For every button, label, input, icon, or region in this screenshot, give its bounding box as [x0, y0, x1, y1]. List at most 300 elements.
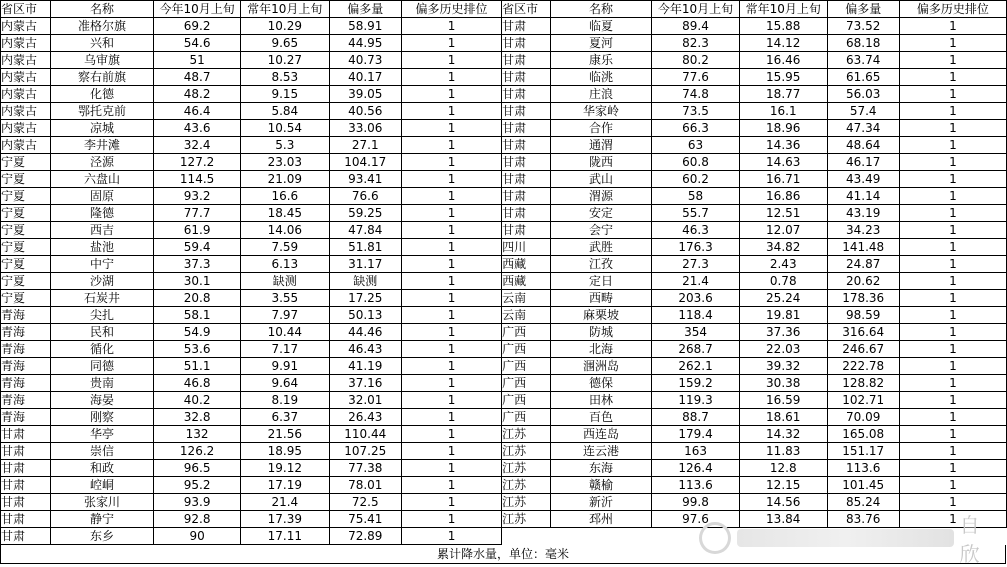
table-row: [1, 35, 1007, 52]
table-cell: 1: [899, 154, 1006, 171]
table-cell: 113.6: [827, 460, 899, 477]
table-cell: 354: [652, 324, 740, 341]
table-cell: 20.8: [154, 290, 241, 307]
table-cell: 宁夏: [1, 188, 51, 205]
table-cell: 1: [899, 239, 1006, 256]
table-cell: 21.56: [240, 426, 329, 443]
table-cell: 78.01: [329, 477, 401, 494]
table-cell: 1: [899, 290, 1006, 307]
table-cell: 93.9: [154, 494, 241, 511]
table-row: [1, 256, 1007, 273]
table-cell: 中宁: [50, 256, 154, 273]
table-header-row: [1, 1, 1007, 18]
table-cell: 72.5: [329, 494, 401, 511]
table-cell: 临夏: [550, 18, 651, 35]
table-cell: 43.6: [154, 120, 241, 137]
table-cell: 126.2: [154, 443, 241, 460]
table-cell: 6.13: [240, 256, 329, 273]
table-cell: 34.23: [827, 222, 899, 239]
table-cell: 53.6: [154, 341, 241, 358]
table-cell: 尖扎: [50, 307, 154, 324]
table-cell: 海晏: [50, 392, 154, 409]
table-cell: 12.8: [739, 460, 827, 477]
table-cell: 1: [899, 18, 1006, 35]
table-cell: 甘肃: [1, 477, 51, 494]
table-cell: 甘肃: [502, 205, 551, 222]
table-cell: 104.17: [329, 154, 401, 171]
table-cell: 1: [401, 324, 501, 341]
table-cell: 26.43: [329, 409, 401, 426]
watermark-text: 自欣: [959, 513, 980, 566]
table-cell: 54.6: [154, 35, 241, 52]
table-row: [1, 188, 1007, 205]
table-cell: 99.8: [652, 494, 740, 511]
table-cell: 176.3: [652, 239, 740, 256]
table-row: [1, 409, 1007, 426]
column-header: 今年10月上旬: [154, 1, 241, 18]
table-cell: 缺测: [240, 273, 329, 290]
table-cell: 1: [401, 375, 501, 392]
table-cell: 17.25: [329, 290, 401, 307]
table-cell: 甘肃: [1, 494, 51, 511]
table-cell: 1: [401, 171, 501, 188]
table-cell: 化德: [50, 86, 154, 103]
table-cell: 武胜: [550, 239, 651, 256]
table-cell: 刚察: [50, 409, 154, 426]
table-cell: 1: [401, 52, 501, 69]
table-cell: 9.65: [240, 35, 329, 52]
table-row: [1, 239, 1007, 256]
table-cell: 北海: [550, 341, 651, 358]
table-cell: 20.62: [827, 273, 899, 290]
table-cell: 1: [401, 256, 501, 273]
table-cell: 东乡: [50, 528, 154, 545]
table-cell: 1: [401, 358, 501, 375]
table-cell: 赣榆: [550, 477, 651, 494]
table-cell: 1: [401, 511, 501, 528]
table-cell: 17.11: [240, 528, 329, 545]
table-cell: 14.56: [739, 494, 827, 511]
table-cell: 1: [401, 222, 501, 239]
table-cell: 广西: [502, 341, 551, 358]
table-cell: 32.8: [154, 409, 241, 426]
table-row: [1, 494, 1007, 511]
table-cell: 1: [401, 409, 501, 426]
table-cell: 静宁: [50, 511, 154, 528]
table-cell: 1: [899, 477, 1006, 494]
table-cell: 77.6: [652, 69, 740, 86]
table-row: [1, 120, 1007, 137]
table-cell: 邳州: [550, 511, 651, 528]
column-header: 常年10月上旬: [739, 1, 827, 18]
table-cell: 甘肃: [502, 120, 551, 137]
table-cell: 1: [899, 273, 1006, 290]
table-cell: 18.77: [739, 86, 827, 103]
table-cell: 崇信: [50, 443, 154, 460]
table-row: [1, 86, 1007, 103]
table-cell: 合作: [550, 120, 651, 137]
table-cell: 1: [899, 324, 1006, 341]
table-row: [1, 426, 1007, 443]
table-cell: 41.14: [827, 188, 899, 205]
table-cell: 内蒙古: [1, 69, 51, 86]
table-cell: 37.3: [154, 256, 241, 273]
table-cell: 甘肃: [502, 154, 551, 171]
table-cell: 114.5: [154, 171, 241, 188]
table-cell: 30.1: [154, 273, 241, 290]
table-cell: 58.91: [329, 18, 401, 35]
table-cell: 云南: [502, 307, 551, 324]
table-cell: 固原: [50, 188, 154, 205]
column-header: 偏多历史排位: [401, 1, 501, 18]
table-cell: 1: [401, 188, 501, 205]
table-cell: 48.64: [827, 137, 899, 154]
table-cell: 9.64: [240, 375, 329, 392]
table-cell: 44.95: [329, 35, 401, 52]
table-cell: 1: [899, 137, 1006, 154]
column-header: 省区市: [1, 1, 51, 18]
table-cell: 14.36: [739, 137, 827, 154]
table-cell: 268.7: [652, 341, 740, 358]
table-cell: 康乐: [550, 52, 651, 69]
table-cell: 14.12: [739, 35, 827, 52]
table-cell: 宁夏: [1, 222, 51, 239]
table-cell: 46.4: [154, 103, 241, 120]
table-cell: 1: [401, 154, 501, 171]
table-cell: 16.71: [739, 171, 827, 188]
table-cell: 47.34: [827, 120, 899, 137]
table-cell: 22.03: [739, 341, 827, 358]
table-cell: 1: [401, 392, 501, 409]
table-cell: 甘肃: [502, 188, 551, 205]
table-cell: 1: [899, 171, 1006, 188]
table-cell: 40.17: [329, 69, 401, 86]
table-cell: 1: [401, 341, 501, 358]
table-cell: 内蒙古: [1, 35, 51, 52]
table-cell: 1: [899, 120, 1006, 137]
table-cell: 四川: [502, 239, 551, 256]
table-cell: 60.8: [652, 154, 740, 171]
table-cell: 东海: [550, 460, 651, 477]
table-cell: 江苏: [502, 443, 551, 460]
table-cell: 82.3: [652, 35, 740, 52]
table-cell: 101.45: [827, 477, 899, 494]
table-cell: 1: [401, 35, 501, 52]
table-cell: 内蒙古: [1, 86, 51, 103]
table-cell: 新沂: [550, 494, 651, 511]
table-cell: 广西: [502, 375, 551, 392]
table-cell: 63: [652, 137, 740, 154]
table-cell: 24.87: [827, 256, 899, 273]
table-cell: 15.95: [739, 69, 827, 86]
table-cell: 10.54: [240, 120, 329, 137]
table-cell: 华亭: [50, 426, 154, 443]
table-cell: 1: [401, 290, 501, 307]
watermark-blurred-handle: [737, 529, 954, 547]
table-cell: 18.61: [739, 409, 827, 426]
table-row: [1, 477, 1007, 494]
table-cell: 316.64: [827, 324, 899, 341]
table-cell: 19.12: [240, 460, 329, 477]
table-row: [1, 290, 1007, 307]
table-cell: 61.9: [154, 222, 241, 239]
table-cell: 盐池: [50, 239, 154, 256]
table-cell: 75.41: [329, 511, 401, 528]
table-cell: 1: [899, 375, 1006, 392]
table-cell: 广西: [502, 409, 551, 426]
table-cell: 1: [401, 477, 501, 494]
table-cell: 宁夏: [1, 239, 51, 256]
table-cell: 甘肃: [502, 69, 551, 86]
table-cell: 40.56: [329, 103, 401, 120]
table-cell: 1: [899, 222, 1006, 239]
table-cell: 陇西: [550, 154, 651, 171]
table-row: [1, 154, 1007, 171]
table-cell: 59.4: [154, 239, 241, 256]
table-cell: 59.25: [329, 205, 401, 222]
table-cell: 46.8: [154, 375, 241, 392]
table-cell: 40.2: [154, 392, 241, 409]
table-cell: 95.2: [154, 477, 241, 494]
table-cell: 110.44: [329, 426, 401, 443]
table-cell: 80.2: [652, 52, 740, 69]
table-cell: 田林: [550, 392, 651, 409]
table-cell: 0.78: [739, 273, 827, 290]
table-cell: 74.8: [652, 86, 740, 103]
table-cell: 92.8: [154, 511, 241, 528]
table-cell: 159.2: [652, 375, 740, 392]
table-cell: 江苏: [502, 460, 551, 477]
table-cell: 1: [899, 103, 1006, 120]
table-cell: 宁夏: [1, 205, 51, 222]
table-cell: 乌审旗: [50, 52, 154, 69]
table-cell: 15.88: [739, 18, 827, 35]
table-cell: 48.2: [154, 86, 241, 103]
table-cell: 安定: [550, 205, 651, 222]
table-cell: 73.5: [652, 103, 740, 120]
table-cell: 1: [899, 52, 1006, 69]
table-row: [1, 222, 1007, 239]
table-cell: 21.09: [240, 171, 329, 188]
table-cell: 60.2: [652, 171, 740, 188]
table-cell: 17.39: [240, 511, 329, 528]
table-cell: 178.36: [827, 290, 899, 307]
table-row: [1, 205, 1007, 222]
table-cell: 甘肃: [1, 460, 51, 477]
table-cell: 18.96: [739, 120, 827, 137]
table-cell: 57.4: [827, 103, 899, 120]
table-cell: 云南: [502, 290, 551, 307]
table-cell: 246.67: [827, 341, 899, 358]
table-cell: 113.6: [652, 477, 740, 494]
table-cell: 青海: [1, 375, 51, 392]
table-cell: 21.4: [652, 273, 740, 290]
table-cell: 1: [401, 443, 501, 460]
table-cell: 1: [401, 307, 501, 324]
table-cell: 32.01: [329, 392, 401, 409]
table-cell: 涠洲岛: [550, 358, 651, 375]
table-row: [1, 443, 1007, 460]
table-cell: 48.7: [154, 69, 241, 86]
table-cell: 119.3: [652, 392, 740, 409]
table-cell: 1: [401, 137, 501, 154]
table-cell: 广西: [502, 324, 551, 341]
table-cell: 1: [899, 69, 1006, 86]
column-header: 名称: [550, 1, 651, 18]
table-cell: 江苏: [502, 494, 551, 511]
table-cell: 宁夏: [1, 256, 51, 273]
table-cell: 石炭井: [50, 290, 154, 307]
table-cell: 96.5: [154, 460, 241, 477]
table-cell: 10.44: [240, 324, 329, 341]
table-cell: 西畴: [550, 290, 651, 307]
table-cell: 18.45: [240, 205, 329, 222]
table-cell: 70.09: [827, 409, 899, 426]
table-cell: 76.6: [329, 188, 401, 205]
table-cell: 1: [899, 443, 1006, 460]
table-cell: 1: [899, 256, 1006, 273]
table-cell: 甘肃: [502, 171, 551, 188]
table-row: [1, 69, 1007, 86]
table-cell: 张家川: [50, 494, 154, 511]
table-row: [1, 460, 1007, 477]
table-footer-note: 累计降水量，单位：毫米: [0, 545, 1006, 564]
table-cell: 武山: [550, 171, 651, 188]
table-cell: 六盘山: [50, 171, 154, 188]
table-cell: 临洮: [550, 69, 651, 86]
table-cell: 51.1: [154, 358, 241, 375]
table-cell: 46.17: [827, 154, 899, 171]
table-cell: 118.4: [652, 307, 740, 324]
table-cell: 58: [652, 188, 740, 205]
table-cell: 青海: [1, 307, 51, 324]
table-cell: 甘肃: [1, 528, 51, 545]
table-cell: 46.43: [329, 341, 401, 358]
table-cell: 青海: [1, 392, 51, 409]
table-row: [1, 52, 1007, 69]
table-cell: 3.55: [240, 290, 329, 307]
table-cell: 甘肃: [502, 103, 551, 120]
table-cell: 51: [154, 52, 241, 69]
table-cell: 27.1: [329, 137, 401, 154]
table-cell: 77.38: [329, 460, 401, 477]
table-cell: 93.2: [154, 188, 241, 205]
table-cell: 准格尔旗: [50, 18, 154, 35]
table-cell: 会宁: [550, 222, 651, 239]
table-cell: 西连岛: [550, 426, 651, 443]
table-cell: 127.2: [154, 154, 241, 171]
table-row: [1, 307, 1007, 324]
table-cell: 1: [401, 460, 501, 477]
watermark: [699, 513, 999, 566]
table-cell: 1: [899, 35, 1006, 52]
table-cell: 夏河: [550, 35, 651, 52]
table-cell: 16.46: [739, 52, 827, 69]
table-cell: 30.38: [739, 375, 827, 392]
table-cell: 40.73: [329, 52, 401, 69]
table-cell: 9.91: [240, 358, 329, 375]
table-cell: 88.7: [652, 409, 740, 426]
table-cell: 华家岭: [550, 103, 651, 120]
table-cell: 和政: [50, 460, 154, 477]
column-header: 常年10月上旬: [240, 1, 329, 18]
table-cell: 47.84: [329, 222, 401, 239]
table-cell: 甘肃: [1, 443, 51, 460]
table-cell: 1: [401, 18, 501, 35]
table-cell: 93.41: [329, 171, 401, 188]
table-cell: 江孜: [550, 256, 651, 273]
table-cell: 内蒙古: [1, 18, 51, 35]
table-cell: 55.7: [652, 205, 740, 222]
table-cell: 甘肃: [502, 222, 551, 239]
table-cell: 宁夏: [1, 290, 51, 307]
table-cell: 甘肃: [1, 426, 51, 443]
table-cell: 民和: [50, 324, 154, 341]
table-cell: 2.43: [739, 256, 827, 273]
table-cell: 69.2: [154, 18, 241, 35]
table-cell: 青海: [1, 409, 51, 426]
table-cell: 1: [401, 69, 501, 86]
table-cell: 51.81: [329, 239, 401, 256]
table-cell: 5.3: [240, 137, 329, 154]
table-cell: 58.1: [154, 307, 241, 324]
table-row: [1, 103, 1007, 120]
table-cell: 37.16: [329, 375, 401, 392]
table-cell: 1: [899, 358, 1006, 375]
table-cell: 98.59: [827, 307, 899, 324]
table-cell: 7.59: [240, 239, 329, 256]
table-cell: 防城: [550, 324, 651, 341]
table-cell: 179.4: [652, 426, 740, 443]
table-cell: 1: [899, 426, 1006, 443]
table-cell: 18.95: [240, 443, 329, 460]
table-cell: 江苏: [502, 426, 551, 443]
table-cell: 85.24: [827, 494, 899, 511]
table-cell: 16.59: [739, 392, 827, 409]
table-cell: 54.9: [154, 324, 241, 341]
table-cell: 7.17: [240, 341, 329, 358]
table-cell: 1: [401, 86, 501, 103]
table-row: [1, 341, 1007, 358]
table-cell: 西吉: [50, 222, 154, 239]
table-cell: 90: [154, 528, 241, 545]
table-cell: 37.36: [739, 324, 827, 341]
table-cell: 隆德: [50, 205, 154, 222]
table-cell: 25.24: [739, 290, 827, 307]
table-cell: 1: [899, 205, 1006, 222]
table-row: [1, 392, 1007, 409]
table-cell: 1: [899, 188, 1006, 205]
table-cell: 16.1: [739, 103, 827, 120]
table-cell: 12.15: [739, 477, 827, 494]
table-cell: 1: [401, 239, 501, 256]
table-cell: 83.76: [827, 511, 899, 528]
table-cell: 江苏: [502, 477, 551, 494]
table-cell: 贵南: [50, 375, 154, 392]
table-cell: 56.03: [827, 86, 899, 103]
table-cell: 14.06: [240, 222, 329, 239]
table-cell: 连云港: [550, 443, 651, 460]
table-cell: 203.6: [652, 290, 740, 307]
table-cell: 广西: [502, 392, 551, 409]
column-header: 名称: [50, 1, 154, 18]
table-cell: 107.25: [329, 443, 401, 460]
table-cell: 1: [401, 120, 501, 137]
table-cell: 31.17: [329, 256, 401, 273]
table-cell: 内蒙古: [1, 137, 51, 154]
table-cell: 1: [899, 409, 1006, 426]
table-cell: 73.52: [827, 18, 899, 35]
